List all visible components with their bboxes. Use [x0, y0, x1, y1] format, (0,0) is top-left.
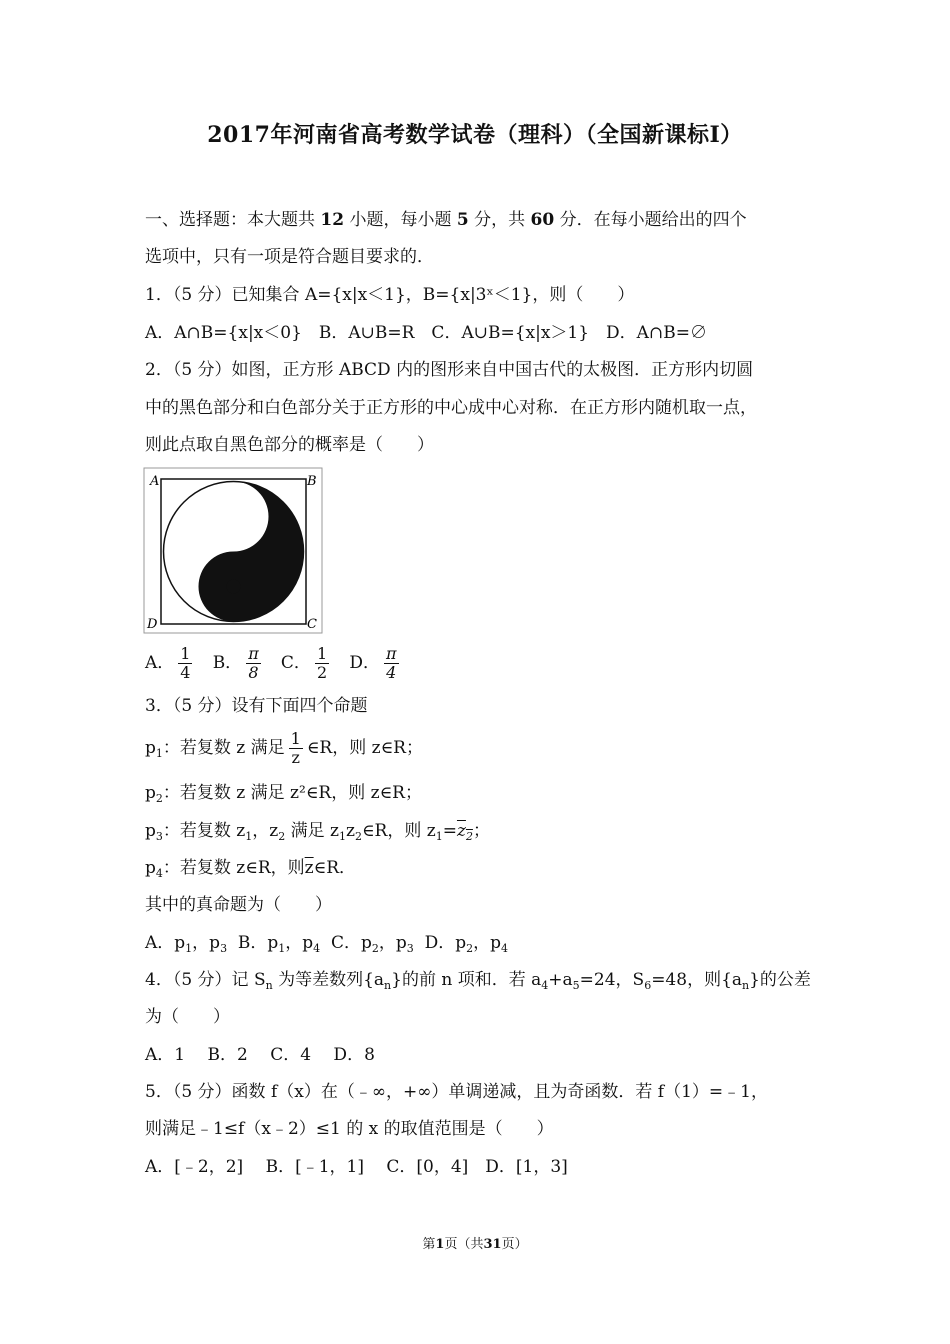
label-d: D — [147, 617, 158, 632]
q3-options: A．$p_1$，$p_3$ B．$p_1$，$p_4$ C．$p_2$，$p_3$ D．$p_2$，$p_4$ — [145, 933, 508, 955]
q3-question: 其中的真命题为（ ） — [145, 895, 332, 915]
taiji-figure — [143, 467, 323, 634]
page-title: 2017年河南省高考数学试卷（理科）（全国新课标Ⅰ） — [207, 122, 743, 148]
section-intro-line2: 选项中，只有一项是符合题目要求的． — [145, 247, 434, 267]
label-c: C — [307, 617, 317, 632]
q1-stem: 1．（5 分）已知集合 A={x|x＜1}，B={x|3ˣ＜1}，则（ ） — [145, 285, 635, 305]
q3-p4: $p_4$：若复数 z∈R，则$\overline{z}\in R$． — [145, 858, 356, 880]
q4-line1: 4．（5 分）记 $S_n$ 为等差数列$\{a_n\}$的前 n 项和．若 $a_4+a_5=24$，$S_6=48$，则$\{a_n\}$的公差 — [145, 970, 811, 992]
q2-line3: 则此点取自黑色部分的概率是（ ） — [145, 435, 434, 455]
white-dot — [227, 510, 241, 524]
label-a: A — [150, 474, 160, 489]
section-intro: 一、选择题：本大题共 12 小题，每小题 5 分，共 60 分．在每小题给出的四个 — [145, 210, 747, 230]
q4-line2: 为（ ） — [145, 1007, 230, 1027]
q3-p1: $p_1$：若复数 z 满足 $\frac{1}{z}$ ∈R，则 z∈R； — [145, 729, 423, 767]
page-footer: 第1页（共31页） — [422, 1237, 528, 1252]
q3-p2: $p_2$：若复数 z 满足 z²∈R，则 z∈R； — [145, 783, 422, 805]
q3-p3: $p_3$：若复数 $z_1$，$z_2$ 满足 $z_1z_2\in R$，则 $z_1=z_2$； — [145, 821, 490, 843]
q5-line1: 5．（5 分）函数 f（x）在（﹣∞，+∞）单调递减，且为奇函数．若 f（1）=﹣1， — [145, 1082, 768, 1102]
label-b: B — [307, 474, 317, 489]
q2-options: A． $\frac{1}{4}$ B． $\frac{\pi}{8}$ C． $\frac{1}{2}$ D． $\frac{\pi}{4}$ — [145, 644, 397, 682]
black-dot — [227, 580, 241, 594]
q5-line2: 则满足﹣1≤f（x﹣2）≤1 的 x 的取值范围是（ ） — [145, 1119, 554, 1139]
q2-line1: 2．（5 分）如图，正方形 ABCD 内的图形来自中国古代的太极图．正方形内切圆 — [145, 360, 754, 380]
q4-options: A．1 B．2 C．4 D．8 — [145, 1045, 375, 1065]
q5-options: A．[﹣2，2] B．[﹣1，1] C．[0，4] D．[1，3] — [145, 1157, 568, 1177]
q2-line2: 中的黑色部分和白色部分关于正方形的中心成中心对称．在正方形内随机取一点， — [145, 398, 757, 418]
q3-stem: 3．（5 分）设有下面四个命题 — [145, 696, 368, 716]
q1-options: A．A∩B={x|x＜0} B．A∪B=R C．A∪B={x|x＞1} D．A∩B=∅ — [145, 323, 707, 343]
